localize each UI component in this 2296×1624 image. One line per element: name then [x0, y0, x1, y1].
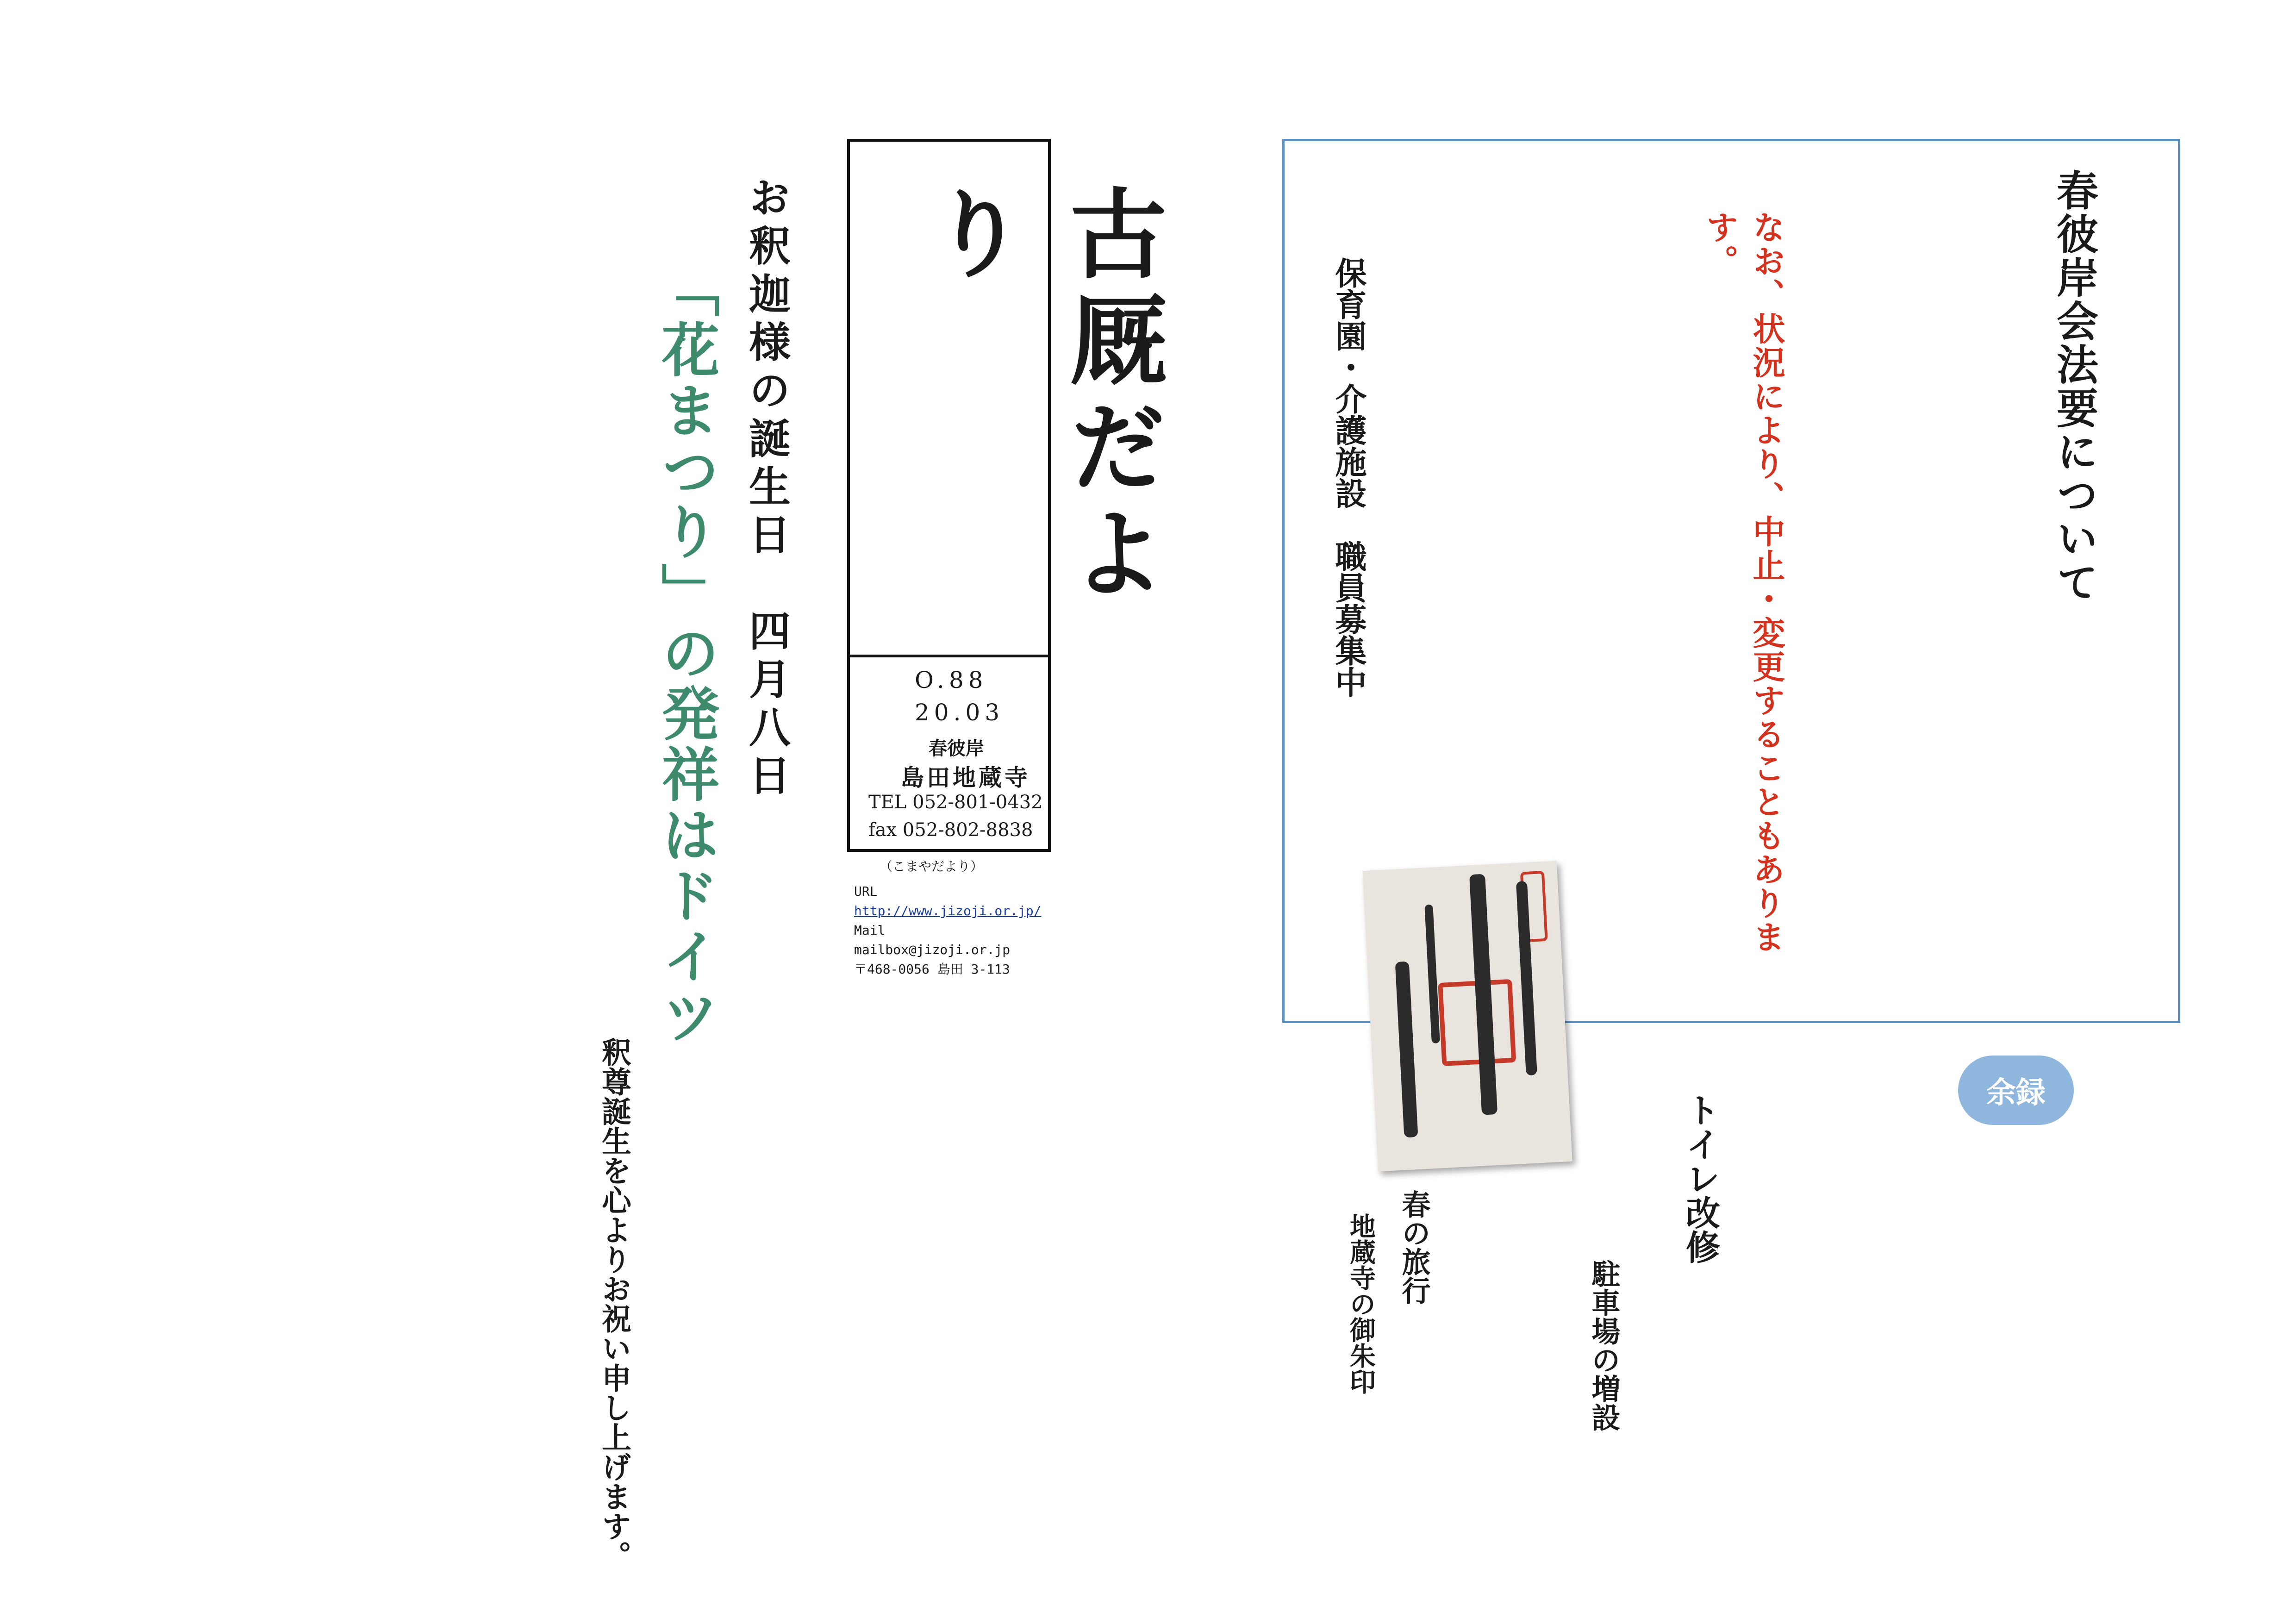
- announcement-title: 春彼岸会法要について: [2049, 169, 2098, 604]
- masthead-info-box: [847, 657, 1051, 852]
- postal-address: 〒468-0056 島田 3-113: [854, 962, 1010, 977]
- calligraphy-stroke: [1424, 905, 1440, 1044]
- contact-block: [854, 882, 1042, 979]
- job-listing-heading: 保育園・介護施設 職員募集中: [1330, 257, 1367, 698]
- url-label: URL: [854, 884, 878, 899]
- issue-season: 春彼岸: [929, 737, 984, 759]
- toilet-renovation-heading: トイレ改修: [1680, 1093, 1720, 1264]
- phone-number: TEL 052-801-0432: [868, 792, 1043, 813]
- issue-date: 20.03: [915, 699, 1004, 726]
- closing-line: 釈尊誕生を心よりお祝い申し上げます。: [597, 1037, 631, 1570]
- goshuin-heading: 地蔵寺の御朱印: [1346, 1213, 1376, 1394]
- spring-trip-heading: 春の旅行: [1397, 1190, 1431, 1305]
- mail-label: Mail: [854, 923, 886, 938]
- calligraphy-stroke: [1395, 961, 1418, 1137]
- temple-name: 島田地蔵寺: [901, 764, 1030, 791]
- parking-heading: 駐車場の増設: [1587, 1259, 1621, 1431]
- goshuin-seal-photo: [1362, 861, 1572, 1171]
- issue-number: O.88: [915, 667, 988, 693]
- title-reading: （こまやだより）: [880, 859, 984, 874]
- fax-number: fax 052-802-8838: [868, 819, 1033, 841]
- masthead-title-box: [847, 139, 1168, 657]
- headline-main: 「花まつり」の発祥はドイツ: [652, 259, 719, 1048]
- yoroku-badge: 余録: [1958, 1056, 2074, 1125]
- website-link[interactable]: http://www.jizoji.or.jp/: [854, 903, 1042, 918]
- email-address[interactable]: mailbox@jizoji.or.jp: [854, 942, 1011, 957]
- newsletter-title: 古厩だより: [914, 183, 1168, 609]
- headline-subtitle: お釈迦様の誕生日 四月八日: [742, 176, 791, 802]
- cancellation-notice: なお、状況により、中止・変更することもあります。: [1701, 211, 1785, 954]
